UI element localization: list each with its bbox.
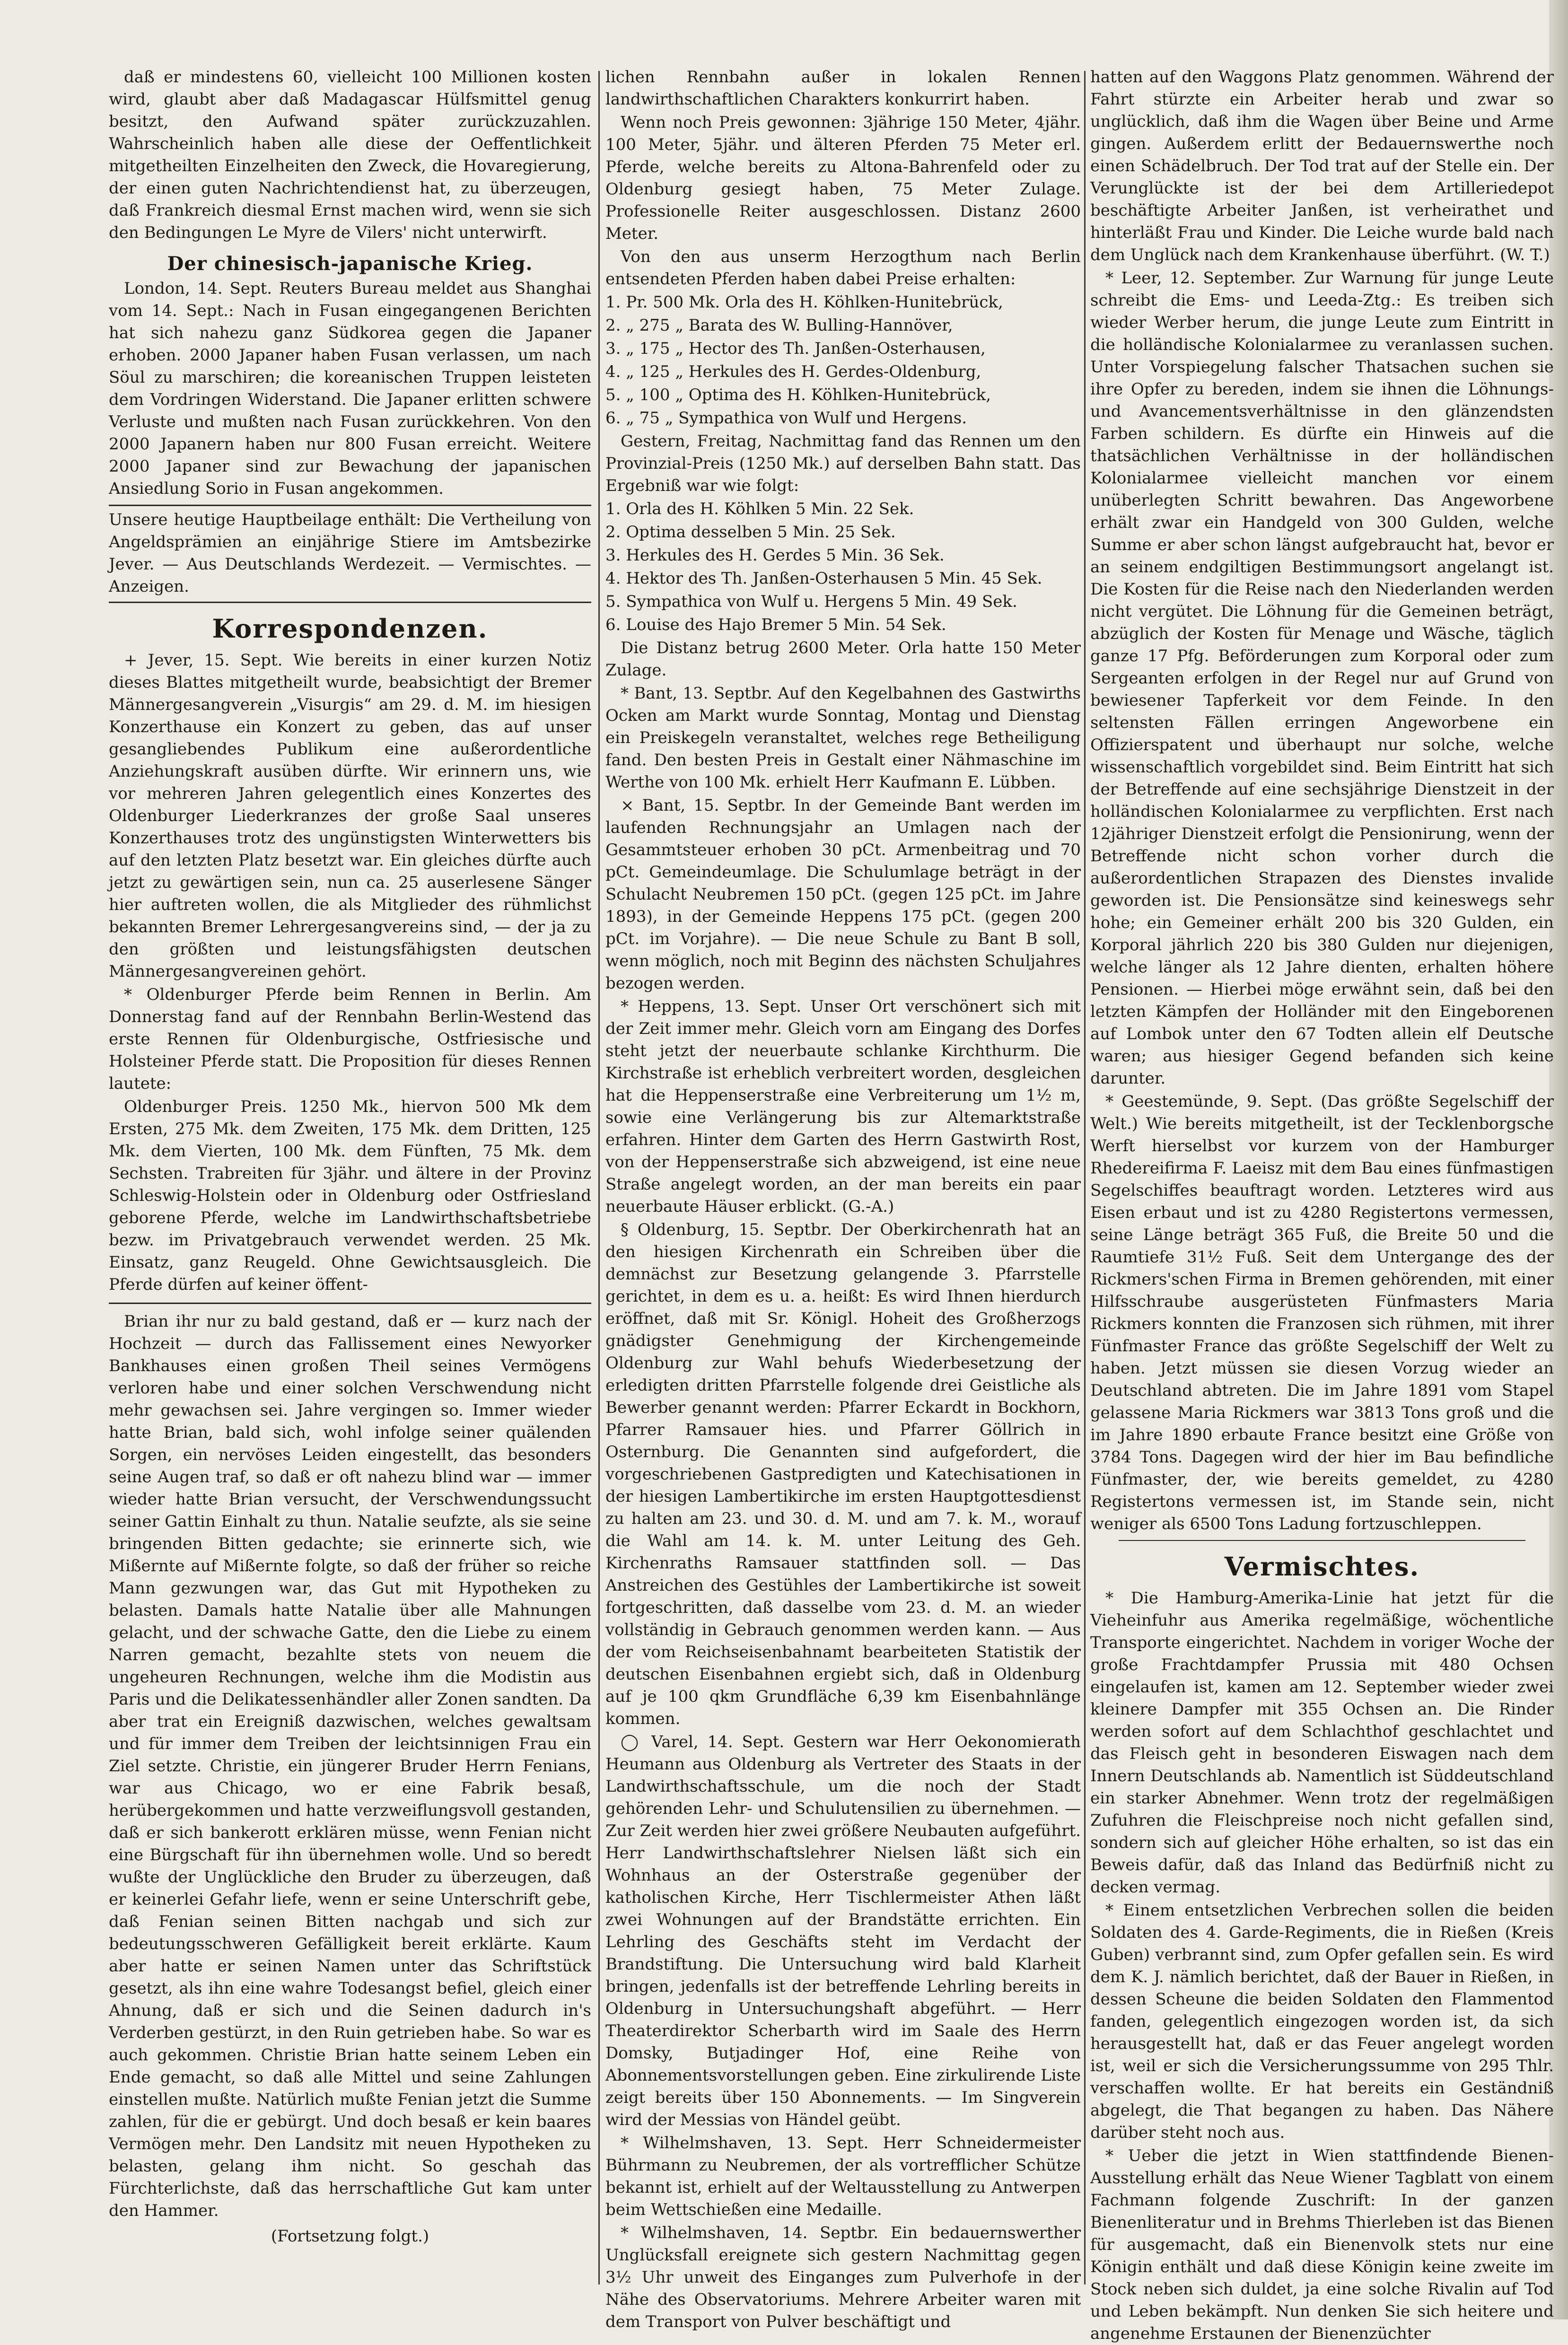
wilhelmshaven-medal: * Wilhelmshaven, 13. Sept. Herr Schneidermeister Bührmann zu Neubremen, der als vortrefflicher Schütze bekannt ist, erhielt auf der Weltausstellung zu Antwerpen beim Wettschießen eine Medaille. — [605, 2134, 1081, 2219]
bee-exhibition: * Ueber die jetzt in Wien stattfindende Bienen-Ausstellung erhält das Neue Wiener Tagblatt von einem Fachmann folgende Zuschrift: In der ganzen Bienenliteratur und in Brehms Thierleben ist das Bienen für ausgemacht, daß ein Bienenvolk stets nur eine Königin enthält und daß diese Königin keine zweite im Stock neben sich duldet, ja eine solche Rivalin auf Tod und Leben bekämpft. Nun denken Sie sich heitere und angenehme Erstaunen der Bienenzüchter — [1090, 2146, 1554, 2343]
prize-item: 6. „ 75 „ Sympathica von Wulf und Hergens. — [605, 409, 967, 428]
result-item: 1. Orla des H. Köhlken 5 Min. 22 Sek. — [605, 499, 914, 518]
bant-umlagen: × Bant, 15. Septbr. In der Gemeinde Bant werden im laufenden Rechnungsjahr an Umlagen nach der Gesammtsteuer erhoben 30 pCt. Armenbeitrag und 70 pCt. Gemeindeumlage. Die Schulumlage beträgt in der Schulacht Neubremen 150 pCt. (gegen 125 pCt. im Jahre 1893), in der Gemeinde Heppens 175 pCt. (gegen 200 pCt. im Vorjahre). — Die neue Schule zu Bant B soll, wenn möglich, noch mit Beginn des nächsten Schuljahres bezogen werden. — [605, 796, 1081, 993]
race-cont: lichen Rennbahn außer in lokalen Rennen landwirthschaftlichen Charakters konkurrirt haben. — [605, 68, 1081, 109]
heading-war: Der chinesisch-japanische Krieg. — [167, 253, 533, 275]
hamburg-amerika: * Die Hamburg-Amerika-Linie hat jetzt für die Vieheinfuhr aus Amerika regelmäßige, wöchentliche Transporte eingerichtet. Nachdem in voriger Woche der große Frachtdampfer Prussia mit 480 Ochsen eingelaufen ist, kamen am 12. September wieder zwei kleinere Dampfer mit 355 Ochsen an. Die Rinder werden sofort auf dem Schlachthof geschlachtet und das Fleisch geht in besonderen Eiswagen nach dem Innern Deutschlands ab. Namentlich ist Süddeutschland ein starker Abnehmer. Wenn trotz der regelmäßigen Zufuhren die Fleischpreise noch nicht gefallen sind, sondern sich auf gleicher Höhe erhalten, so ist das ein Beweis dafür, daß das Inland das Bedürfniß nicht zu decken vermag. — [1090, 1589, 1554, 1897]
feuilleton-rule — [109, 1303, 591, 1304]
jever-report: + Jever, 15. Sept. Wie bereits in einer kurzen Notiz dieses Blattes mitgetheilt wurde, beabsichtigt der Bremer Männergesangverein „Visurgis“ am 29. d. M. im hiesigen Konzerthause ein Konzert zu geben, das auf unser gesangliebendes Publikum eine außerordentliche Anziehungskraft ausüben dürfte. Wir erinnern uns, wie vor mehreren Jahren gelegentlich eines Konzertes des Oldenburger Liederkranzes der große Saal unseres Konzerthauses trotz des ungünstigsten Winterwetters bis auf den letzten Platz besetzt war. Ein gleiches dürfte auch jetzt zu gewärtigen sein, nun ca. 25 auserlesene Sänger hier auftreten wollen, die als Mitglieder des rühmlichst bekannten Bremer Lehrergesangvereins sind, — der ja zu den größten und leistungsfähigsten deutschen Männergesangvereinen gehört. — [109, 651, 591, 981]
prize-item: 3. „ 175 „ Hector des Th. Janßen-Osterhausen, — [605, 339, 986, 358]
prize-item: 4. „ 125 „ Herkules des H. Gerdes-Oldenburg, — [605, 362, 981, 381]
accident-cont: hatten auf den Waggons Platz genommen. Während der Fahrt stürzte ein Arbeiter herab und zwar so unglücklich, daß ihm die Wagen über Beine und Arme gingen. Außerdem erlitt der Bedauernswerthe noch einen Schädelbruch. Der Tod trat auf der Stelle ein. Der Verunglückte ist der bei dem Artilleriedepot beschäftigte Arbeiter Janßen, ist verheirathet und hinterläßt Frau und Kinder. Die Leiche wurde bald nach dem Unglück nach dem Krankenhause überführt. (W. T.) — [1090, 68, 1554, 264]
section-rule — [1119, 1540, 1525, 1541]
result-item: 5. Sympathica von Wulf u. Hergens 5 Min. 49 Sek. — [605, 592, 1017, 611]
distance-note: Die Distanz betrug 2600 Meter. Orla hatte 150 Meter Zulage. — [605, 639, 1081, 680]
result-item: 4. Hektor des Th. Janßen-Osterhausen 5 Min. 45 Sek. — [605, 569, 1042, 588]
crime-report: * Einem entsetzlichen Verbrechen sollen die beiden Soldaten des 4. Garde-Regiments, die in Rießen (Kreis Guben) verbrannt sind, zum Opfer gefallen sein. Es wird dem K. J. nämlich berichtet, daß der Bauer in Rießen, in dessen Scheune die beiden Soldaten den Flammentod fanden, gelegentlich eingezogen worden ist, da sich herausgestellt hat, daß er das Feuer angelegt worden ist, weil er sich die Versicherungssumme von 295 Thlr. verschaffen wollte. Er hat bereits ein Geständniß abgelegt, die That begangen zu haben. Das Nähere darüber steht noch aus. — [1090, 1901, 1554, 2142]
heading-correspondence: Korrespondenzen. — [212, 613, 488, 644]
geestemuende-report: * Geestemünde, 9. Sept. (Das größte Segelschiff der Welt.) Wie bereits mitgetheilt, ist der Tecklenborgsche Werft hierselbst vor kurzem von der Hamburger Rhedereifirma F. Laeisz mit dem Bau eines fünfmastigen Segelschiffes beauftragt worden. Letzteres wird aus Eisen erbaut und ist zu 4280 Registertons vermessen, seine Länge beträgt 365 Fuß, die Breite 50 und die Raumtiefe 31½ Fuß. Seit dem Untergange des der Rickmers'schen Firma in Bremen gehörenden, mit einer Hilfsschraube ausgerüsteten Fünfmasters Maria Rickmers konnten die Franzosen sich rühmen, mit ihrer Fünfmaster France das größte Segelschiff der Welt zu haben. Jetzt müssen sie diesen Vorzug wieder an Deutschland abtreten. Die im Jahre 1891 vom Stapel gelassene Maria Rickmers war 3813 Tons groß und die im Jahre 1890 erbaute France besitzt eine Größe von 3784 Tons. Dagegen wird der hier im Bau befindliche Fünfmaster, der, wie bereits gemeldet, zu 4280 Registertons vermessen ist, im Stande sein, nicht weniger als 6500 Tons Ladung fortzuschleppen. — [1090, 1092, 1554, 1533]
continuation-note: (Fortsetzung folgt.) — [271, 2227, 429, 2246]
prize-item: 2. „ 275 „ Barata des W. Bulling-Hannöver, — [605, 316, 953, 335]
feuilleton-text: Brian ihr nur zu bald gestand, daß er — kurz nach der Hochzeit — durch das Fallissement eines Newyorker Bankhauses einen großen Theil seines Vermögens verloren habe und einer solchen Verschwendung nicht mehr gewachsen sei. Jahre vergingen so. Immer wieder hatte Brian, bald sich, wohl infolge seiner quälenden Sorgen, ein nervöses Leiden eingestellt, das besonders seine Augen traf, so daß er oft nahezu blind war — immer wieder hatte Brian versucht, der Verschwendungssucht seiner Gattin Einhalt zu thun. Natalie seufzte, als sie seine bringenden Bitten gedachte; sie erinnerte sich, wie Mißernte auf Mißernte folgte, so daß der früher so reiche Mann gezwungen war, das Gut mit Hypotheken zu belasten. Damals hatte Natalie über alle Mahnungen gelacht, und der schwache Gatte, den die Liebe zu einem Narren gemacht, bezahlte stets von neuem die ungeheuren Rechnungen, welche ihm die Modistin aus Paris und die Delikatessenhändler aller Zonen sandten. Da aber trat ein Ereigniß dazwischen, welches gewaltsam und für immer dem Treiben der leichtsinnigen Frau ein Ziel setzte. Christie, ein jüngerer Bruder Herrn Fenians, war aus Chicago, wo er eine Fabrik besaß, herübergekommen und hatte verzweiflungsvoll gestanden, daß er sich bankerott erklären müsse, wenn Fenian nicht eine Bürgschaft für ihn übernehmen wolle. Und so beredt wußte der Unglückliche den Bruder zu überzeugen, daß er keinerlei Gefahr liefe, wenn er seine Unterschrift gebe, daß Fenian seinen Bitten nachgab und sich zur bedeutungsschweren Gefälligkeit bereit erklärte. Kaum aber hatte er seinen Namen unter das Schriftstück gesetzt, als ihn eine wahre Todesangst befiel, gleich einer Ahnung, daß er sich und die Seinen dadurch in's Verderben gestürzt, in den Ruin getrieben habe. So war es auch gekommen. Christie Brian hatte seinem Leben ein Ende gemacht, so daß alle Mittel und seine Zahlungen einstellen mußte. Natürlich mußte Fenian jetzt die Summe zahlen, für die er gebürgt. Und doch besaß er kein baares Vermögen mehr. Den Landsitz mit neuen Hypotheken zu belasten, gelang ihm nicht. So geschah das Fürchterlichste, daß das herrschaftliche Gut kam unter den Hammer. — [109, 1312, 591, 2220]
prize-list — [605, 291, 1081, 429]
supplement-notice: Unsere heutige Hauptbeilage enthält: Die Vertheilung von Angeldsprämien an einjährige Stiere im Amtsbezirke Jever. — Aus Deutschlands Werdezeit. — Vermischtes. — Anzeigen. — [109, 510, 591, 596]
horses-berlin-report: * Oldenburger Pferde beim Rennen in Berlin. Am Donnerstag fand auf der Rennbahn Berlin-Westend das erste Rennen für Oldenburgische, Ostfriesische und Holsteiner Pferde statt. Die Proposition für dieses Rennen lautete: — [109, 985, 591, 1093]
bant-kegeln: * Bant, 13. Septbr. Auf den Kegelbahnen des Gastwirths Ocken am Markt wurde Sonntag, Montag und Dienstag ein Preiskegeln veranstaltet, welches rege Betheiligung fand. Den besten Preis in Gestalt einer Nähmaschine im Werthe von 100 Mk. erhielt Herr Kaufmann E. Lübben. — [605, 684, 1081, 792]
column-1 — [109, 66, 591, 2280]
column-2 — [605, 66, 1081, 2331]
result-item: 2. Optima desselben 5 Min. 25 Sek. — [605, 523, 896, 542]
prize-item: 1. Pr. 500 Mk. Orla des H. Köhlken-Hunitebrück, — [605, 293, 1003, 312]
leer-report: * Leer, 12. September. Zur Warnung für junge Leute schreibt die Ems- und Leeda-Ztg.: Es treiben sich wieder Werber herum, die junge Leute zum Eintritt in die holländische Kolonialarmee zu veranlassen suchen. Unter Vorspiegelung falscher Thatsachen suchen sie ihre Opfer zu bereden, indem sie ihnen die Löhnungs- und Avancementsverhältnisse in den glänzendsten Farben schildern. Es dürfte ein Hinweis auf die thatsächlichen Verhältnisse in der holländischen Kolonialarmee vielleicht manchen vor einem unüberlegten Schritt bewahren. Das Angeworbene erhält zwar ein Handgeld von 300 Gulden, welche Summe er aber schon längst aufgebraucht hat, bevor er an seinem endgiltigen Bestimmungsort angelangt ist. Die Kosten für die Reise nach den Niederlanden werden nicht vergütet. Die Löhnung für die Gemeinen beträgt, abzüglich der Kosten für Menage und Wäsche, täglich ganze 17 Pfg. Beförderungen zum Korporal oder zum Sergeanten erfolgen in der Regel nur auf Grund von bewiesener Tapferkeit vor dem Feinde. In den seltensten Fällen erringen Angeworbene ein Offizierspatent und überhaupt nur solche, welche wissenschaftlich vorgebildet sind. Beim Eintritt hat sich der Betreffende auf eine sechsjährige Dienstzeit in der holländischen Kolonialarmee zu verpflichten. Erst nach 12jähriger Dienstzeit erfolgt die Pensionirung, wenn der Betreffende nicht schon vorher durch die außerordentlichen Strapazen des Dienstes invalide geworden ist. Die Pensionsätze sind keineswegs sehr hohe; ein Gemeiner erhält 200 bis 320 Gulden, ein Korporal jährlich 220 bis 380 Gulden nur diejenigen, welche länger als 12 Jahre dienten, erhalten höhere Pensionen. — Hierbei möge erwähnt sein, daß bei den letzten Kämpfen der Holländer mit den Eingeborenen auf Lombok unter den 67 Todten allein elf Deutsche waren; aus hiesiger Gegend befanden sich keine darunter. — [1090, 269, 1554, 1088]
heppens-report: * Heppens, 13. Sept. Unser Ort verschönert sich mit der Zeit immer mehr. Gleich vorn am Eingang des Dorfes steht jetzt der neuerbaute schlanke Kirchthurm. Die Kirchstraße ist erheblich verbreitert worden, desgleichen hat die Heppenserstraße eine Verbreiterung um 1½ m, sowie eine Verlängerung bis zur Altemarktstraße erfahren. Hinter dem Garten des Herrn Gastwirth Rost, von der Heppenserstraße sich abzweigend, ist eine neue Straße angelegt worden, an der man bereits ein paar neuerbaute Häuser erblickt. (G.-A.) — [605, 997, 1081, 1216]
race-rules: Wenn noch Preis gewonnen: 3jährige 150 Meter, 4jähr. 100 Meter, 5jähr. und älteren Pferden 75 Meter erl. Pferde, welche bereits zu Altona-Bahrenfeld oder zu Oldenburg gesiegt haben, 75 Meter Zulage. Professionelle Reiter ausgeschlossen. Distanz 2600 Meter. — [605, 113, 1081, 243]
wilhelmshaven-accident: * Wilhelmshaven, 14. Septbr. Ein bedauernswerther Unglücksfall ereignete sich gestern Nachmittag gegen 3½ Uhr unweit des Einganges zum Pulverhofe in der Nähe des Observatoriums. Mehrere Arbeiter waren mit dem Transport von Pulver beschäftigt und — [605, 2223, 1081, 2331]
oldenburger-preis: Oldenburger Preis. 1250 Mk., hiervon 500 Mk dem Ersten, 275 Mk. dem Zweiten, 175 Mk. dem Dritten, 125 Mk. dem Vierten, 100 Mk. dem Fünften, 75 Mk. dem Sechsten. Trabreiten für 3jähr. und ältere in der Provinz Schleswig-Holstein oder in Oldenburg oder Ostfriesland geborene Pferde, welche im Landwirthschaftsbetriebe bezw. im Privatgebrauch verwendet werden. 25 Mk. Einsatz, ganz Reugeld. Ohne Gewichtsausgleich. Die Pferde dürfen auf keiner öffent- — [109, 1097, 591, 1294]
column-3 — [1090, 66, 1554, 2343]
prize-item: 5. „ 100 „ Optima des H. Köhlken-Hunitebrück, — [605, 385, 991, 404]
race-prizes-intro: Von den aus unserm Herzogthum nach Berlin entsendeten Pferden haben dabei Preise erhalten: — [605, 247, 1081, 289]
varel-report: ◯ Varel, 14. Sept. Gestern war Herr Oekonomierath Heumann aus Oldenburg als Vertreter des Staats in der Landwirthschaftsschule, um die noch der Stadt gehörenden Lehr- und Schulutensilien zu übernehmen. — Zur Zeit werden hier zwei größere Neubauten aufgeführt. Herr Landwirthschaftslehrer Nielsen läßt sich ein Wohnhaus an der Osterstraße gegenüber der katholischen Kirche, Herr Tischlermeister Athen läßt zwei Wohnungen auf der Brandstätte errichten. Ein Lehrling des Geschäfts steht im Verdacht der Brandstiftung. Die Untersuchung wird bald Klarheit bringen, jedenfalls ist der betreffende Lehrling bereits in Oldenburg in Untersuchungshaft abgeführt. — Herr Theaterdirektor Scherbarth wird im Saale des Herrn Domsky, Butjadinger Hof, eine Reihe von Abonnementsvorstellungen geben. Eine zirkulirende Liste zeigt bereits über 150 Abonnements. — Im Singverein wird der Messias von Händel geübt. — [605, 1732, 1081, 2129]
result-item: 3. Herkules des H. Gerdes 5 Min. 36 Sek. — [605, 546, 945, 565]
provinzial-intro: Gestern, Freitag, Nachmittag fand das Rennen um den Provinzial-Preis (1250 Mk.) auf derselben Bahn statt. Das Ergebniß war wie folgt: — [605, 432, 1081, 495]
result-item: 6. Louise des Hajo Bremer 5 Min. 54 Sek. — [605, 615, 946, 634]
result-list — [605, 498, 1081, 636]
london-report: London, 14. Sept. Reuters Bureau meldet aus Shanghai vom 14. Sept.: Nach in Fusan eingegangenen Berichten hat sich nahezu ganz Südkorea gegen die Japaner erhoben. 2000 Japaner haben Fusan verlassen, um nach Söul zu marschiren; die koreanischen Truppen leisteten dem Vordringen Widerstand. Die Japaner erlitten schwere Verluste und mußten nach Fusan zurückkehren. Von den 2000 Japanern haben nur 800 Fusan erreicht. Weitere 2000 Japaner sind zur Bewachung der japanischen Ansiedlung Sorio in Fusan angekommen. — [109, 279, 591, 498]
column-rule-2 — [1084, 71, 1086, 2284]
supplement-notice-box — [109, 505, 591, 603]
oldenburg-report: § Oldenburg, 15. Septbr. Der Oberkirchenrath hat an den hiesigen Kirchenrath ein Schreiben über die demnächst zur Besetzung gelangende 3. Pfarrstelle gerichtet, in dem es u. a. heißt: Es wird Ihnen hierdurch eröffnet, daß mit Sr. Königl. Hoheit des Großherzogs gnädigster Genehmigung der Kirchengemeinde Oldenburg zur Wahl behufs Wiederbesetzung der erledigten dritten Pfarrstelle folgende drei Geistliche als Bewerber genannt werden: Pfarrer Eckardt in Bockhorn, Pfarrer Ramsauer hies. und Pfarrer Göllrich in Osternburg. Die Genannten sind aufgefordert, die vorgeschriebenen Gastpredigten und Katechisationen in der hiesigen Lambertikirche im ersten Hauptgottesdienst zu halten am 23. und 30. d. M. und am 7. k. M., worauf die Wahl am 14. k. M. unter Leitung des Geh. Kirchenraths Ramsauer stattfinden soll. — Das Anstreichen des Gestühles der Lambertikirche ist soweit fortgeschritten, daß dasselbe vom 23. d. M. an wieder vollständig in Gebrauch genommen werden kann. — Aus der vom Reichseisenbahnamt bearbeiteten Statistik der deutschen Eisenbahnen ergiebt sich, daß in Oldenburg auf je 100 qkm Grundfläche 6,39 km Eisenbahnlänge kommen. — [605, 1220, 1081, 1728]
madagascar-paragraph: daß er mindestens 60, vielleicht 100 Millionen kosten wird, glaubt aber daß Madagascar Hülfsmittel genug besitzt, den Aufwand später zurückzuzahlen. Wahrscheinlich haben alle diese der Oeffentlichkeit mitgetheilten Einzelheiten den Zweck, die Hovaregierung, der einen guten Nachrichtendienst hat, zu überzeugen, daß Frankreich diesmal Ernst machen wird, wenn sie sich den Bedingungen Le Myre de Vilers' nicht unterwirft. — [109, 68, 591, 242]
column-rule-1 — [598, 71, 600, 2284]
heading-miscellany: Vermischtes. — [1224, 1551, 1420, 1582]
